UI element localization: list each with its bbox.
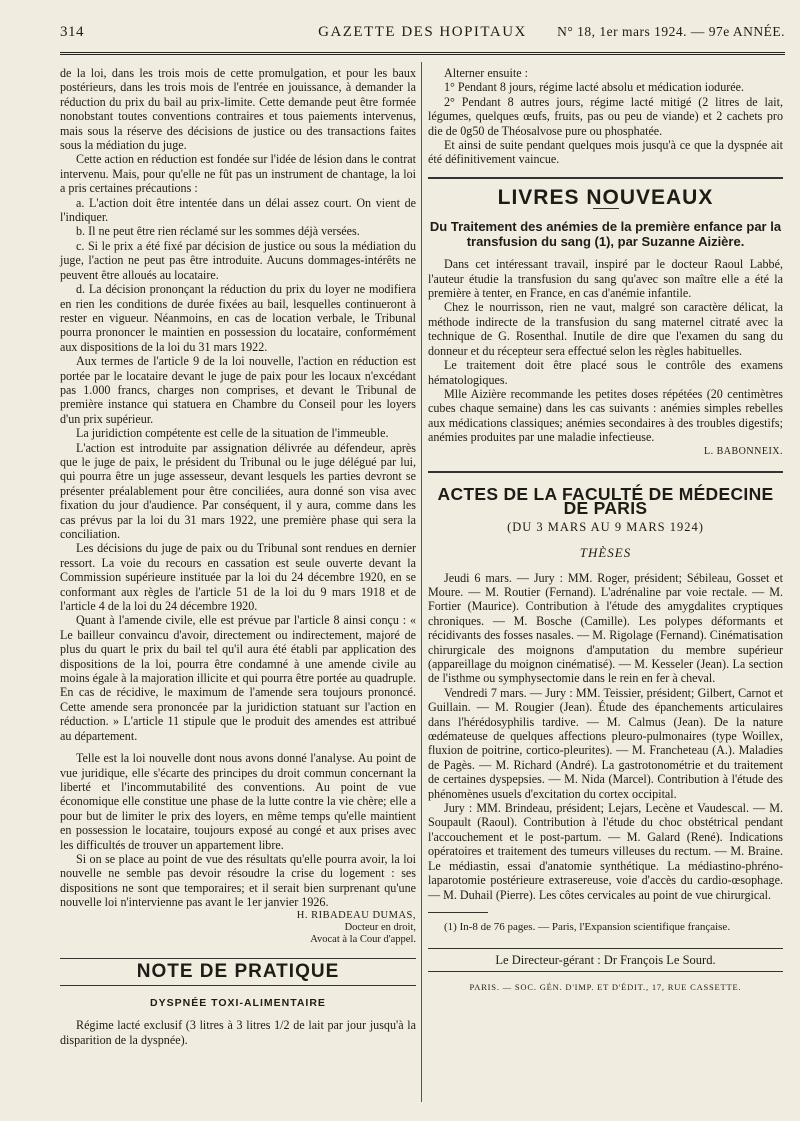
paragraph: Vendredi 7 mars. — Jury : MM. Teissier, président; Gilbert, Carnot et Guillain. — M. Rougier (Jean). Étude des épanchements articulaires dans l'hérédosyphilis tardive. — M. Calmus (Jean). De la nature œdémateuse de quelques affections pleuro-pulmonaires (type Woillex, fluxion de poitrine, cortico-pleurites). — M. Francheteau (A.). Maladies de Pagès. — M. Richard (André). La gastrotonométrie et du traitement de certaines dyspepsies. — M. Nida (Marcel). Contribution à l'étude des phénomènes usuels d'excitation du cortex occipital. (428, 685, 783, 801)
paragraph: Les décisions du juge de paix ou du Tribunal sont rendues en dernier ressort. La voie du recours en cassation est seule ouverte devant la Commission supérieure instituée par la loi du 24 décembre 1920, en se conformant aux règles de l'article 51 de la loi du 9 mars 1918 et de l'article 4 de la loi du 24 décembre 1920. (60, 541, 416, 614)
paragraph: Régime lacté exclusif (3 litres à 3 litres 1/2 de lait par jour jusqu'à la disparition de la dyspnée). (60, 1018, 416, 1047)
signature-name: L. BABONNEIX. (704, 445, 783, 457)
paragraph: Jury : MM. Brindeau, président; Lejars, Lecène et Vaudescal. — M. Soupault (Raoul). Contribution à l'étude du choc obstétrical pendant l'accouchement et le post-partum. — M. Galard (René). Indications opératoires et traitement des tumeurs villeuses du rectum. — M. Braine. Le médiastin, essai d'anatomie synthétique. La médiastino-phréno-laparotomie postérieure extrasereuse, voie d'accès du cardio-œsophage. — M. Duhail (Pierre). Les côtes cervicales au point de vue chirurgical. (428, 801, 783, 902)
paragraph: Jeudi 6 mars. — Jury : MM. Roger, président; Sébileau, Gosset et Moure. — M. Routier (Fernand). L'adrénaline par voie rectale. — M. Fortier (Maurice). Contribution à l'étude des amygdalites cryptiques chroniques. — M. Bosche (Camille). Les polypes déformants et récidivants des fosses nasales. — M. Rigolage (Fernand). Cinématisation chirurgicale des moignons d'amputation du membre supérieur (appareillage du moignon cinématisé). — M. Kesseler (Jean). La section de l'isthme ou symphysectomie dans le rein en fer à cheval. (428, 570, 783, 686)
paragraph: a. L'action doit être intentée dans un délai assez court. On vient de l'indiquer. (60, 195, 416, 225)
journal-title: GAZETTE DES HOPITAUX (318, 24, 527, 40)
left-column (60, 66, 416, 1047)
issue-info: N° 18, 1er mars 1924. — 97e ANNÉE. (557, 24, 785, 39)
signature-name: H. RIBADEAU DUMAS, (296, 909, 416, 921)
right-column (428, 66, 783, 995)
paragraph: Telle est la loi nouvelle dont nous avons donné l'analyse. Au point de vue juridique, elle s'écarte des principes du droit commun concernant la liberté et l'incommutabilité des conventions. Au point de vue économique elle constitue une phase de la lutte contre la vie chère; elle a pour but de limiter le prix des loyers, en même temps qu'elle maintient en possession le locataire, toujours exposé au congé et aux prises avec les difficultés de trouver un appartement libre. (60, 751, 416, 852)
paragraph: b. Il ne peut être rien réclamé sur les sommes déjà versées. (76, 224, 360, 239)
paragraph: 1° Pendant 8 jours, régime lacté absolu et médication iodurée. (444, 80, 745, 95)
subsection-title: DYSPNÉE TOXI-ALIMENTAIRE (150, 996, 326, 1009)
paragraph: Le traitement doit être placé sous le contrôle des examens hématologiques. (428, 358, 783, 387)
date-range: (DU 3 MARS AU 9 MARS 1924) (507, 519, 704, 534)
paragraph: d. La décision prononçant la réduction du prix du loyer ne modifiera en rien les conditions de durée fixées au bail, lesquelles continueront à rester en vigueur. Néanmoins, en cas de location verbale, le Tribunal pourra prononcer le maintien en possession du locataire, conformément aux dispositions de la loi du 31 mars 1922. (60, 282, 416, 354)
signature-block (60, 910, 416, 946)
divider (428, 912, 488, 913)
paragraph: L'action est introduite par assignation délivrée au défendeur, après que le juge de paix, le président du Tribunal ou le juge délégué par lui, qui pourra être un juge assesseur, devant lesquels les parties devront se présenter préalablement pour être conciliées, aura donné son visa avec fixation du jour d'audience. Par conséquent, il y aura, comme dans les cas prévus par la loi du 31 mars 1922, une première phase qui sera la conciliation. (60, 440, 416, 541)
paragraph: c. Si le prix a été fixé par décision de justice ou sous la médiation du juge, l'action ne peut pas être introduite. Aucuns dommages-intérêts ne peuvent être alloués au locataire. (60, 238, 416, 282)
director-line: Le Directeur-gérant : Dr François Le Sourd. (428, 948, 783, 972)
paragraph: Mlle Aizière recommande les petites doses répétées (20 centimètres cubes chaque semaine) dans les cas suivants : anémies simples rebelles aux médications classiques; anémies secondaires à des troubles digestifs; anémies produites par une maladie infectieuse. (428, 386, 783, 445)
signature-title: Docteur en droit, (344, 921, 416, 933)
page-header (60, 22, 785, 46)
printer-line: PARIS. — SOC. GÉN. D'IMP. ET D'ÉDIT., 17, RUE CASSETTE. (469, 982, 742, 993)
paragraph: Chez le nourrisson, rien ne vaut, malgré son caractère délicat, la méthode indirecte de la transfusion du sang maternel citraté avec la technique de G. Rosenthal. Inutile de dire que l'examen du sang du donneur et du récepteur sera effectué selon les règles habituelles. (428, 300, 783, 358)
subsection-title: THÈSES (579, 545, 632, 561)
section-title: NOTE DE PRATIQUE (60, 958, 416, 986)
paragraph: Alterner ensuite : (444, 66, 528, 80)
signature-title: Avocat à la Cour d'appel. (310, 933, 416, 945)
page-number: 314 (60, 24, 84, 40)
header-rule (60, 52, 785, 55)
paragraph: La juridiction compétente est celle de la situation de l'immeuble. (76, 426, 389, 441)
section-title: ACTES DE LA FACULTÉ DE MÉDECINE DE PARIS (428, 471, 783, 516)
paragraph: Dans cet intéressant travail, inspiré par le docteur Raoul Labbé, l'auteur étudie la transfusion du sang qu'avec son maître elle a été la première à tenter, en France, en cas d'anémie infantile. (428, 257, 783, 301)
paragraph: Quant à l'amende civile, elle est prévue par l'article 8 ainsi conçu : « Le bailleur convaincu d'avoir, directement ou indirectement, majoré de plus du quart le prix du bail tel qu'il aura été établi par application des dispositions de la loi, pourra être condamné à une amende civile au moins égale à la majoration illicite et qui pourra être portée au quadruple. En cas de récidive, le maximum de l'amende sera toujours prononcé. Cette amende sera prononcée par la juridiction statuant sur l'action en réduction. » L'article 11 stipule que le produit des amendes est attribué au département. (60, 613, 416, 743)
column-divider (421, 62, 422, 1102)
paragraph: Si on se place au point de vue des résultats qu'elle pourra avoir, la loi nouvelle ne semble pas devoir résoudre la crise du logement : ses dispositions ne sont que temporaires; et il serait bien surprenant qu'une nouvelle loi n'intervienne pas avant le 1er janvier 1926. (60, 851, 416, 910)
paragraph: 2° Pendant 8 autres jours, régime lacté mitigé (2 litres de lait, légumes, quelques œufs, fruits, pas ou peu de viande) et 2 cachets pro die de 0g50 de Théosalvose pure ou phosphatée. (428, 94, 783, 138)
paragraph: Aux termes de l'article 9 de la loi nouvelle, l'action en réduction est portée par le locataire devant le juge de paix pour les locaux n'excédant pas 1.000 francs, charges non comprises, et devant le Tribunal de première instance qui statuera en Chambre du Conseil pour les loyers d'un prix supérieur. (60, 354, 416, 426)
paragraph: de la loi, dans les trois mois de cette promulgation, et pour les baux postérieurs, dans les trois mois de l'entrée en jouissance, à demander la réduction du prix du bail au prix-limite. Cette demande peut être formée nonobstant toutes conventions contraires et tous paiements intervenus, mais sous la réserve des décisions de justice ou des transactions faites sous la médiation du juge. (60, 66, 416, 153)
section-title: LIVRES NOUVEAUX (428, 177, 783, 205)
paragraph: Et ainsi de suite pendant quelques mois jusqu'à ce que la dyspnée ait été définitivement vaincue. (428, 138, 783, 167)
book-title: Du Traitement des anémies de la première enfance par la transfusion du sang (1), par Suzanne Aizière. (429, 219, 782, 250)
paragraph: Cette action en réduction est fondée sur l'idée de lésion dans le contrat intervenu. Mais, pour qu'elle ne fût pas un instrument de chantage, la loi a pris certaines précautions : (60, 152, 417, 196)
footnote: (1) In-8 de 76 pages. — Paris, l'Expansion scientifique française. (444, 920, 731, 933)
